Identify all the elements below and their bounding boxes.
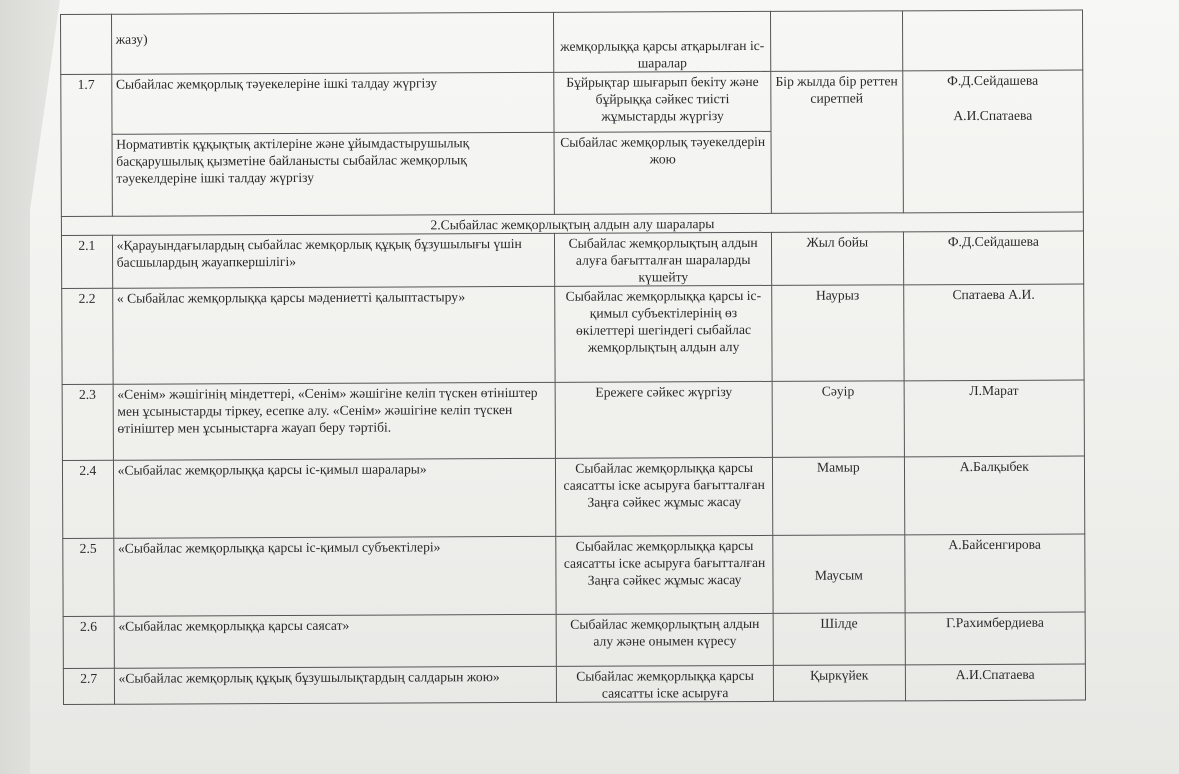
anti-corruption-plan-table	[60, 10, 1086, 705]
row-number-cell: 2.5	[63, 538, 114, 616]
measure-name-cell: «Сыбайлас жемқорлыққа қарсы іс-қимыл субъектілері»	[113, 536, 556, 616]
measure-name-cell: «Сыбайлас жемқорлық құқық бұзушылықтардың салдарын жою»	[114, 666, 557, 704]
period-cell: Қыркүйек	[773, 665, 905, 702]
responsible-cell: А.Байсенгирова	[904, 534, 1085, 613]
row-number-cell: 2.1	[61, 235, 112, 288]
row-number-cell: 1.7	[61, 74, 112, 216]
table-row	[61, 231, 1083, 288]
section-title: 2.Сыбайлас жемқорлықтың алдын алу шаралары	[61, 212, 1083, 235]
task-cell: Сыбайлас жемқорлыққа қарсы саясатты іске асыруға бағытталған Заңға сәйкес жұмыс жасау	[556, 457, 773, 536]
table-row	[63, 612, 1085, 668]
period-cell: Мамыр	[772, 457, 904, 536]
responsible-cell: Г.Рахимбердиева	[905, 612, 1086, 665]
period-cell: Шілде	[773, 613, 905, 666]
measure-name-cell: жазу)	[111, 12, 554, 74]
table-row	[62, 456, 1084, 538]
measure-name-cell: «Сенім» жәшігінің міндеттері, «Сенім» жәшігіне келіп түскен өтініштер мен ұсыныстарды тіркеу, есепке алу. «Сенім» жәшігіне келіп түскен өтініштер мен ұсыныстарға жауап беру тәртібі.	[113, 382, 556, 460]
responsible-cell	[902, 70, 1083, 213]
task-cell: жемқорлыққа қарсы атқарылған іс-шаралар	[554, 11, 771, 72]
table-row	[62, 284, 1084, 384]
responsible-cell: Л.Марат	[904, 380, 1085, 457]
table-row	[61, 10, 1083, 74]
measure-name-cell: «Қарауындағылардың сыбайлас жемқорлық құқық бұзушылығы үшін басшылардың жауапкершілігі»	[112, 233, 555, 288]
task-cell: Сыбайлас жемқорлыққа қарсы саясатты іске асыруға	[557, 665, 774, 702]
period-cell: Жыл бойы	[771, 232, 903, 286]
task-cell: Ережеге сәйкес жүргізу	[555, 381, 772, 458]
period-cell: Наурыз	[772, 285, 904, 382]
row-number-cell	[61, 14, 112, 74]
measure-name-cell: Нормативтік құқықтық актілеріне және ұйымдастырушылық басқарушылық қызметіне байланысты сыбайлас жемқорлық тәуекелдеріне ішкі талдау жүргізу	[112, 132, 555, 216]
period-cell: Бір жылда бір реттен сиретпей	[771, 71, 903, 214]
period-cell	[771, 11, 903, 72]
task-cell: Сыбайлас жемқорлыққа қарсы саясатты іске асыруға бағытталған Заңға сәйкес жұмыс жасау	[556, 535, 773, 614]
measure-name-cell: Сыбайлас жемқорлық тәуекелеріне ішкі талдау жүргізу	[111, 72, 554, 134]
period-cell: Маусым	[773, 535, 905, 614]
responsible-cell	[902, 10, 1083, 71]
responsible-name: Ф.Д.Сейдашева	[947, 72, 1039, 89]
row-number-cell: 2.6	[63, 616, 114, 668]
task-cell: Сыбайлас жемқорлыққа қарсы іс-қимыл субъектілерінің өз өкілеттері шегіндегі сыбайлас жемқорлықтың алдын алу	[555, 285, 772, 382]
responsible-cell: Спатаева А.И.	[903, 284, 1084, 381]
task-cell: Сыбайлас жемқорлықтың алдын алу және онымен күресу	[556, 613, 773, 666]
row-number-cell: 2.7	[63, 668, 114, 704]
measure-name-cell: «Сыбайлас жемқорлыққа қарсы іс-қимыл шаралары»	[113, 458, 556, 538]
task-cell: Бұйрықтар шығарып бекіту және бұйрыққа сәйкес тиісті жұмыстарды жүргізу	[554, 71, 771, 132]
responsible-cell: А.Балқыбек	[904, 456, 1085, 535]
task-cell: Сыбайлас жемқорлықтың алдын алуға бағытталған шараларды күшейту	[555, 232, 772, 286]
table-row	[61, 70, 1083, 134]
row-number-cell: 2.4	[62, 460, 113, 538]
responsible-cell: Ф.Д.Сейдашева	[903, 231, 1084, 285]
responsible-name: А.И.Спатаева	[953, 107, 1033, 124]
row-number-cell: 2.2	[62, 288, 113, 384]
measure-name-cell: « Сыбайлас жемқорлыққа қарсы мәдениетті қалыптастыру»	[112, 286, 555, 384]
row-number-cell: 2.3	[62, 384, 113, 460]
table-row	[63, 534, 1085, 616]
responsible-cell: А.И.Спатаева	[905, 664, 1085, 701]
period-cell: Сәуір	[772, 381, 904, 458]
task-cell: Сыбайлас жемқорлық тәуекелдерін жою	[554, 131, 771, 214]
table-row	[63, 664, 1085, 704]
table-row	[62, 380, 1084, 460]
measure-name-cell: «Сыбайлас жемқорлыққа қарсы саясат»	[114, 614, 557, 668]
